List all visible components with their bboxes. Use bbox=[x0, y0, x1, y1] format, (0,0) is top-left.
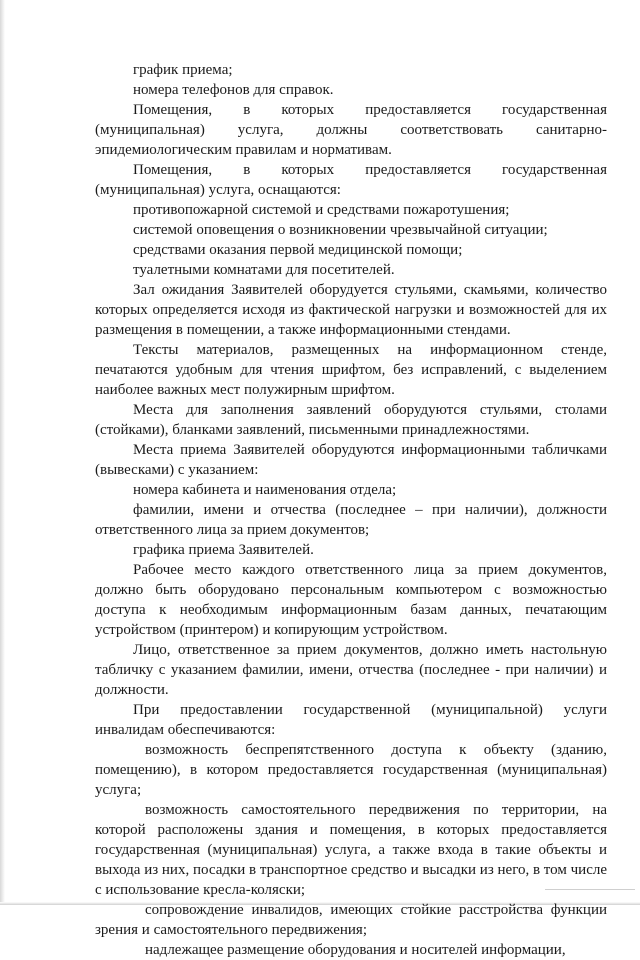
paragraph-unobstructed-access: возможность беспрепятственного доступа к объекту (зданию, помещению), в котором предоставляется государственная (муниципальная) услуга; bbox=[95, 742, 607, 798]
paragraph-emergency-alert: системой оповещения о возникновении чрезвычайной ситуации; bbox=[133, 222, 548, 238]
paragraph-toilets: туалетными комнатами для посетителей. bbox=[133, 262, 395, 278]
paragraph-equipment-placement: надлежащее размещение оборудования и носителей информации, bbox=[145, 942, 566, 958]
paragraph-reception-places: Места приема Заявителей оборудуются информационными табличками (вывесками) с указанием: bbox=[95, 442, 607, 478]
document-page bbox=[95, 60, 607, 960]
paragraph-schedule: график приема; bbox=[133, 62, 233, 78]
paragraph-independent-movement: возможность самостоятельного передвижения по территории, на которой расположены здания и помещения, в которых предоставляется государственная (муниципальная) услуга, а также входа в такие объекты и выхода из них, посадки в транспортное средство и высадки из него, в том числе с использование кресла-коляски; bbox=[95, 802, 607, 898]
paragraph-escort: сопровождение инвалидов, имеющих стойкие расстройства функции зрения и самостоятельного передвижения; bbox=[95, 902, 607, 938]
paragraph-premises-sanitary: Помещения, в которых предоставляется государственная (муниципальная) услуга, должны соответствовать санитарно-эпидемиологическим правилам и нормативам. bbox=[95, 102, 607, 158]
scan-left-edge bbox=[0, 0, 5, 905]
paragraph-workplace: Рабочее место каждого ответственного лица за прием документов, должно быть оборудовано персональным компьютером с возможностью доступа к необходимым информационным базам данных, печатающим устройством (принтером) и копирующим устройством. bbox=[95, 562, 607, 638]
paragraph-reception-schedule: графика приема Заявителей. bbox=[133, 542, 314, 558]
paragraph-first-aid: средствами оказания первой медицинской помощи; bbox=[133, 242, 463, 258]
paragraph-premises-equipped: Помещения, в которых предоставляется государственная (муниципальная) услуга, оснащаются: bbox=[95, 162, 607, 198]
paragraph-responsible-person: фамилии, имени и отчества (последнее – при наличии), должности ответственного лица за прием документов; bbox=[95, 502, 607, 538]
paragraph-disabled-provided: При предоставлении государственной (муниципальной) услуги инвалидам обеспечиваются: bbox=[95, 702, 607, 738]
paragraph-fire-system: противопожарной системой и средствами пожаротушения; bbox=[133, 202, 510, 218]
paragraph-office-number: номера кабинета и наименования отдела; bbox=[133, 482, 397, 498]
paragraph-desk-sign: Лицо, ответственное за прием документов, должно иметь настольную табличку с указанием фамилии, имени, отчества (последнее - при наличии) и должности. bbox=[95, 642, 607, 698]
paragraph-waiting-hall: Зал ожидания Заявителей оборудуется стульями, скамьями, количество которых определяется исходя из фактической нагрузки и возможностей для их размещения в помещении, а также информационными стендами. bbox=[95, 282, 607, 338]
paragraph-phone-numbers: номера телефонов для справок. bbox=[133, 82, 334, 98]
paragraph-filling-places: Места для заполнения заявлений оборудуются стульями, столами (стойками), бланками заявлений, письменными принадлежностями. bbox=[95, 402, 607, 438]
paragraph-stand-texts: Тексты материалов, размещенных на информационном стенде, печатаются удобным для чтения шрифтом, без исправлений, с выделением наиболее важных мест полужирным шрифтом. bbox=[95, 342, 607, 398]
